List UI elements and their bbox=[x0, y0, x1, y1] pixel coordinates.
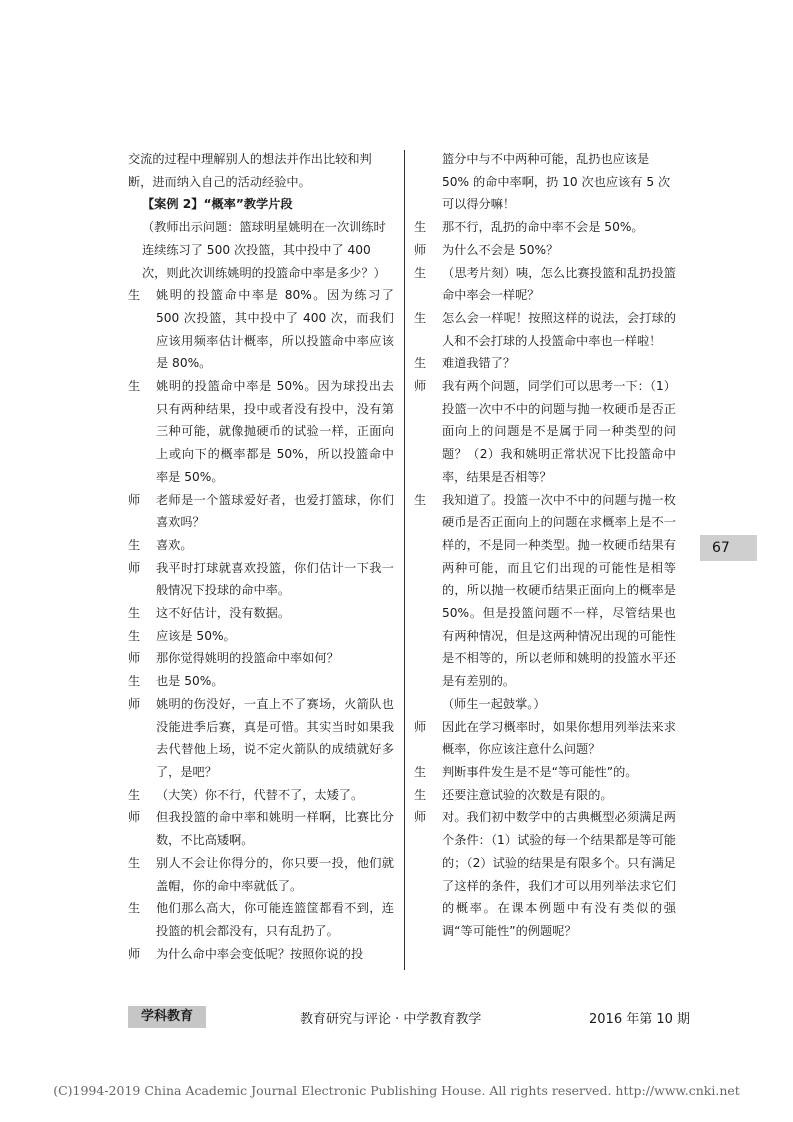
dialogue-turn bbox=[128, 806, 394, 851]
speaker-label: 生 bbox=[414, 764, 427, 779]
speech-text: 对。我们初中数学中的古典概型必须满足两个条件：（1）试验的每一个结果都是等可能的；（2）试验的结果是有限多个。只有满足了这样的条件，我们才可以用列举法求它们的概率。在课本例题中有没有类似的强调“等可能性”的例题呢？ bbox=[442, 810, 676, 938]
speaker-label: 生 bbox=[128, 787, 141, 802]
speech-text: 为什么命中率会变低呢？按照你说的投 bbox=[156, 946, 364, 961]
speaker-label: 师 bbox=[128, 560, 141, 575]
dialogue-turn bbox=[128, 784, 394, 807]
speaker-label: 生 bbox=[414, 310, 427, 325]
speaker-label: 师 bbox=[128, 946, 141, 961]
speech-text: 应该是 50%。 bbox=[156, 628, 236, 643]
intro-paragraph: 交流的过程中理解别人的想法并作出比较和判断，进而纳入自己的活动经验中。 bbox=[128, 152, 372, 189]
speaker-label: 生 bbox=[414, 787, 427, 802]
dialogue-turn bbox=[414, 216, 676, 239]
dialogue-turn bbox=[414, 352, 676, 375]
speech-text: 判断事件发生是不是“等可能性”的。 bbox=[442, 764, 638, 779]
dialogue-turn bbox=[128, 647, 394, 670]
dialogue-turn bbox=[128, 375, 394, 489]
speaker-label: 师 bbox=[128, 696, 141, 711]
speaker-label: 生 bbox=[414, 492, 427, 507]
dialogue-turn bbox=[414, 784, 676, 807]
dialogue-turn bbox=[414, 375, 676, 489]
speech-text: 姚明的投篮命中率是 50%。因为球投出去只有两种结果，投中或者没有投中，没有第三种可能，就像抛硬币的试验一样，正面向上或向下的概率都是 50%，所以投篮命中率是 50%。 bbox=[156, 379, 394, 484]
speaker-label: 师 bbox=[414, 810, 427, 825]
speaker-label: 师 bbox=[128, 651, 141, 666]
dialogue-turn bbox=[414, 693, 676, 716]
speaker-label: 生 bbox=[128, 288, 141, 303]
speaker-label: 生 bbox=[128, 379, 141, 394]
left-dialogue bbox=[128, 284, 394, 965]
dialogue-turn bbox=[128, 284, 394, 375]
speaker-label: 师 bbox=[128, 492, 141, 507]
speech-text: 也是 50%。 bbox=[156, 674, 224, 689]
speech-text: 他们那么高大，你可能连篮筐都看不到，连投篮的机会都没有，只有乱扔了。 bbox=[156, 901, 394, 938]
speech-text: 别人不会让你得分的，你只要一投，他们就盖帽，你的命中率就低了。 bbox=[156, 855, 394, 893]
speech-text: 还要注意试验的次数是有限的。 bbox=[442, 787, 613, 802]
dialogue-turn bbox=[414, 262, 676, 307]
speech-text: 那你觉得姚明的投篮命中率如何？ bbox=[156, 651, 339, 666]
issue-number: 2016 年第 10 期 bbox=[589, 1012, 691, 1027]
journal-name: 教育研究与评论 · 中学教育教学 bbox=[300, 1012, 482, 1027]
dialogue-turn bbox=[128, 625, 394, 648]
speech-text: （师生一起鼓掌。） bbox=[442, 696, 546, 711]
speech-text: （大笑）你不行，代替不了，太矮了。 bbox=[156, 787, 364, 802]
speech-text: 为什么不会是 50%？ bbox=[442, 242, 559, 257]
left-column bbox=[128, 148, 394, 965]
dialogue-turn bbox=[414, 489, 676, 693]
speaker-label: 生 bbox=[128, 901, 141, 916]
continuation-text: 篮分中与不中两种可能，乱扔也应该是 50% 的命中率啊，扔 10 次也应该有 5 次可以得分嘛！ bbox=[442, 152, 671, 212]
speaker-label: 师 bbox=[414, 719, 427, 734]
speech-text: 喜欢。 bbox=[156, 537, 193, 552]
column-divider bbox=[404, 150, 405, 970]
speech-text: 我平时打球就喜欢投篮，你们估计一下我一般情况下投球的命中率。 bbox=[156, 560, 394, 598]
right-column bbox=[414, 148, 676, 943]
speech-text: 怎么会一样呢！按照这样的说法，会打球的人和不会打球的人投篮命中率也一样啦！ bbox=[442, 310, 676, 348]
speech-text: 我有两个问题，同学们可以思考一下：（1）投篮一次中不中的问题与抛一枚硬币是否正面向上的问题是不是属于同一种类型的问题？（2）我和姚明正常状况下比投篮命中率，结果是否相等？ bbox=[442, 379, 676, 484]
dialogue-turn bbox=[128, 693, 394, 784]
dialogue-turn bbox=[128, 943, 394, 966]
dialogue-turn bbox=[128, 670, 394, 693]
speech-text: （思考片刻）咦，怎么比赛投篮和乱扔投篮命中率会一样呢？ bbox=[442, 265, 676, 303]
speaker-label: 生 bbox=[128, 674, 141, 689]
speaker-label: 师 bbox=[414, 379, 427, 394]
speaker-label: 生 bbox=[128, 628, 141, 643]
dialogue-turn bbox=[414, 716, 676, 761]
dialogue-turn bbox=[414, 239, 676, 262]
dialogue-turn bbox=[128, 557, 394, 602]
speaker-label: 师 bbox=[414, 242, 427, 257]
page-number: 67 bbox=[700, 535, 757, 561]
dialogue-turn bbox=[128, 489, 394, 534]
right-dialogue bbox=[414, 216, 676, 943]
speech-text: 姚明的投篮命中率是 80%。因为练习了 500 次投篮，其中投中了 400 次，而我们应该用频率估计概率，所以投篮命中率应该是 80%。 bbox=[156, 288, 394, 371]
speaker-label: 生 bbox=[414, 265, 427, 280]
speech-text: 因此在学习概率时，如果你想用列举法来求概率，你应该注意什么问题？ bbox=[442, 719, 676, 757]
speech-text: 那不行，乱扔的命中率不会是 50%。 bbox=[442, 220, 644, 235]
dialogue-turn bbox=[414, 761, 676, 784]
dialogue-turn bbox=[414, 307, 676, 352]
dialogue-turn bbox=[128, 897, 394, 942]
speaker-label: 生 bbox=[128, 606, 141, 621]
dialogue-turn bbox=[128, 852, 394, 897]
speaker-label: 生 bbox=[128, 855, 141, 870]
speaker-label: 生 bbox=[414, 220, 427, 235]
speaker-label bbox=[414, 693, 442, 716]
speaker-label: 生 bbox=[414, 356, 427, 371]
dialogue-turn bbox=[128, 534, 394, 557]
case-title: 【案例 2】“概率”教学片段 bbox=[142, 197, 293, 212]
case-setup: （教师出示问题：篮球明星姚明在一次训练时连续练习了 500 次投篮，其中投中了 400 次，则此次训练姚明的投篮命中率是多少？） bbox=[142, 220, 386, 280]
speech-text: 我知道了。投篮一次中不中的问题与抛一枚硬币是否正面向上的问题在求概率上是不一样的，不是同一种类型。抛一枚硬币结果有两种可能，而且它们出现的可能性是相等的，所以抛一枚硬币结果正面向上的概率是 50%。但是投篮问题不一样，尽管结果也有两种情况，但是这两种情况出现的可能性是不相等的，所以老师和姚明的投篮水平还是有差别的。 bbox=[442, 492, 676, 689]
speech-text: 但我投篮的命中率和姚明一样啊，比赛比分数，不比高矮啊。 bbox=[156, 810, 394, 848]
section-badge: 学科教育 bbox=[128, 1006, 206, 1028]
copyright-line: (C)1994-2019 China Academic Journal Electronic Publishing House. All rights reserved. http://www.cnki.net bbox=[53, 1083, 740, 1098]
dialogue-turn bbox=[128, 602, 394, 625]
speech-text: 难道我错了？ bbox=[442, 356, 516, 371]
speech-text: 这不好估计，没有数据。 bbox=[156, 606, 291, 621]
speaker-label: 生 bbox=[128, 537, 141, 552]
speech-text: 老师是一个篮球爱好者，也爱打篮球，你们喜欢吗？ bbox=[156, 492, 394, 530]
dialogue-turn bbox=[414, 806, 676, 942]
speech-text: 姚明的伤没好，一直上不了赛场，火箭队也没能进季后赛，真是可惜。其实当时如果我去代替他上场，说不定火箭队的成绩就好多了，是吧？ bbox=[156, 696, 394, 779]
speaker-label: 师 bbox=[128, 810, 141, 825]
